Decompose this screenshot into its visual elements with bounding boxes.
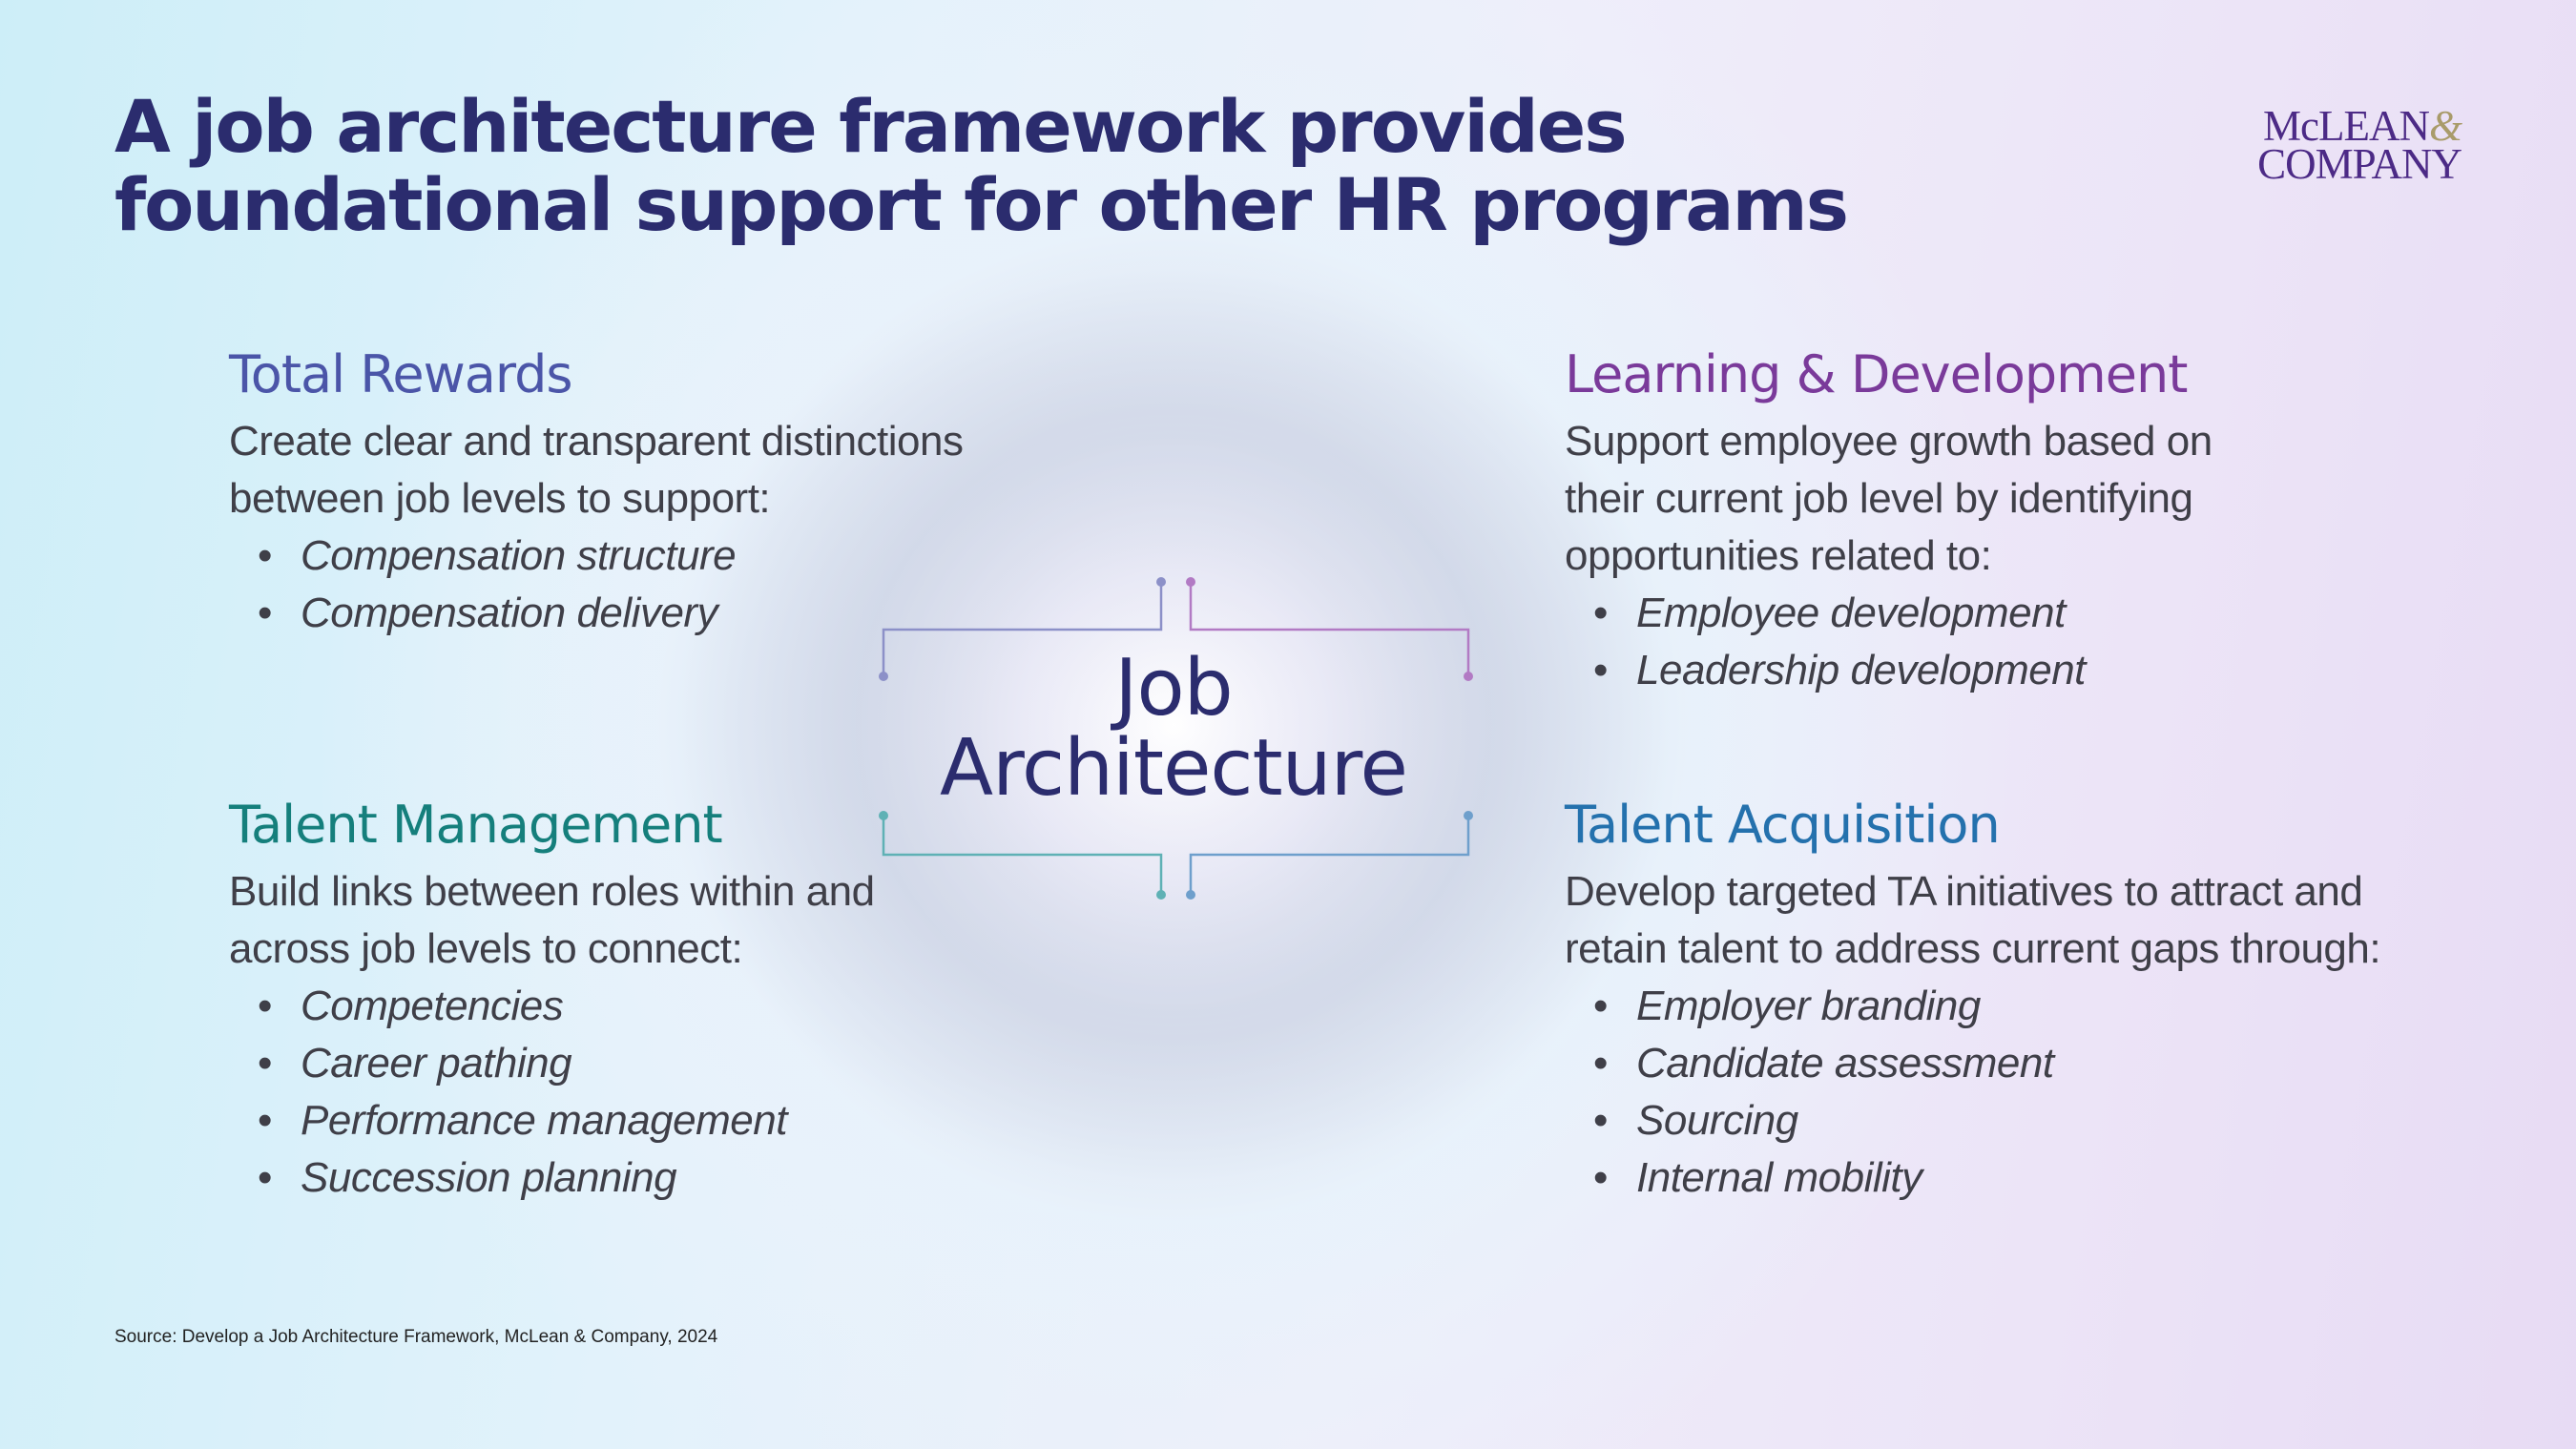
section-heading: Talent Management	[229, 795, 722, 855]
bullet-list	[229, 978, 1231, 1207]
bullet-item: • Employer branding	[1565, 978, 2566, 1035]
bullet-item: • Sourcing	[1565, 1092, 2566, 1149]
bullet-item: • Competencies	[229, 978, 1231, 1035]
logo-name: McLEAN	[2263, 102, 2429, 150]
section-description: Support employee growth based on their current job level by identifying opportunities related to:	[1565, 418, 2212, 579]
bullet-item: • Employee development	[1565, 585, 2566, 642]
page-title-line-2: foundational support for other HR programs	[114, 162, 1847, 247]
section-heading: Total Rewards	[229, 344, 572, 404]
section-description: Create clear and transparent distinctions between job levels to support:	[229, 418, 964, 522]
page-title	[114, 84, 1927, 247]
connector-node	[879, 811, 888, 820]
section-description: Build links between roles within and across job levels to connect:	[229, 868, 875, 972]
connector-node	[1464, 811, 1473, 820]
connector-node	[1186, 890, 1195, 900]
source-note: Source: Develop a Job Architecture Framework, McLean & Company, 2024	[114, 1327, 718, 1347]
bullet-list	[1565, 585, 2566, 699]
logo-line-1	[2213, 102, 2462, 150]
bullet-item: • Compensation structure	[229, 528, 1231, 585]
bullet-item: • Succession planning	[229, 1149, 1231, 1207]
bullet-item: • Internal mobility	[1565, 1149, 2566, 1207]
job-architecture-label	[859, 643, 1488, 814]
bullet-list	[1565, 978, 2566, 1207]
center-label-line-1: Job	[1114, 643, 1233, 734]
bullet-item: • Career pathing	[229, 1035, 1231, 1092]
connector-node	[1156, 577, 1166, 587]
logo-line-2: COMPANY	[2257, 140, 2462, 188]
connector-bottom-right	[1191, 816, 1468, 895]
logo-ampersand: &	[2428, 102, 2462, 150]
connector-node	[1156, 890, 1166, 900]
section-heading: Talent Acquisition	[1565, 795, 2000, 855]
connector-node	[1186, 577, 1195, 587]
connector-bottom-left	[883, 816, 1161, 895]
company-logo	[2213, 102, 2462, 188]
bullet-item: • Leadership development	[1565, 642, 2566, 699]
bullet-item: • Compensation delivery	[229, 585, 1231, 642]
section-talent-acquisition	[1565, 791, 2566, 1207]
section-description: Develop targeted TA initiatives to attract and retain talent to address current gaps through:	[1565, 868, 2381, 972]
center-label-line-2: Architecture	[939, 723, 1407, 814]
bullet-item: • Performance management	[229, 1092, 1231, 1149]
page-title-line-1: A job architecture framework provides	[114, 84, 1626, 169]
section-learning-development	[1565, 341, 2566, 699]
bullet-item: • Candidate assessment	[1565, 1035, 2566, 1092]
section-heading: Learning & Development	[1565, 344, 2188, 404]
